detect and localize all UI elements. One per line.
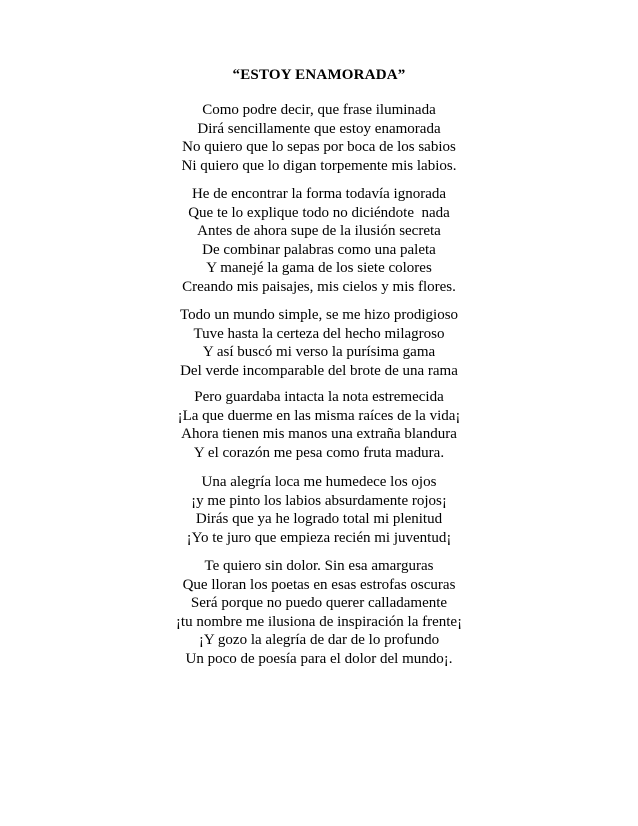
poem-line: Una alegría loca me humedece los ojos xyxy=(201,474,437,490)
poem-line: Dirá sencillamente que estoy enamorada xyxy=(197,120,441,137)
poem-line: No quiero que lo sepas por boca de los sabios xyxy=(182,139,456,156)
poem-line: Como podre decir, que frase iluminada xyxy=(202,102,436,118)
poem-line: Dirás que ya he logrado total mi plenitud xyxy=(195,511,443,528)
poem-line: Ni quiero que lo digan torpemente mis labios. xyxy=(181,157,457,174)
poem-title: “ESTOY ENAMORADA” xyxy=(232,67,406,83)
poem-line: Ahora tienen mis manos una extraña blandura xyxy=(181,426,457,443)
poem-line: Un poco de poesía para el dolor del mundo¡. xyxy=(185,650,453,667)
poem-line: Te quiero sin dolor. Sin esa amarguras xyxy=(204,558,434,574)
stanza xyxy=(0,388,638,462)
poem-line: Creando mis paisajes, mis cielos y mis flores. xyxy=(182,278,456,295)
stanza xyxy=(0,101,638,175)
poem-line: Del verde incomparable del brote de una rama xyxy=(180,362,458,379)
poem-line: ¡Yo te juro que empieza recién mi juventud¡ xyxy=(186,529,452,546)
stanza xyxy=(0,185,638,297)
poem-line: Y manejé la gama de los siete colores xyxy=(206,260,432,277)
poem-line: He de encontrar la forma todavía ignorada xyxy=(191,186,447,202)
poem-line: ¡y me pinto los labios absurdamente rojos¡ xyxy=(191,492,447,509)
poem-line: Que lloran los poetas en esas estrofas oscuras xyxy=(182,576,456,593)
poem-line: ¡La que duerme en las misma raíces de la vida¡ xyxy=(177,407,461,424)
stanza xyxy=(0,557,638,669)
poem-line: Todo un mundo simple, se me hizo prodigioso xyxy=(179,307,459,323)
poem-line: ¡Y gozo la alegría de dar de lo profundo xyxy=(198,632,440,649)
poem-line: Será porque no puedo querer calladamente xyxy=(190,595,448,612)
poem-line: Antes de ahora supe de la ilusión secreta xyxy=(197,223,441,240)
poem-line: Y el corazón me pesa como fruta madura. xyxy=(193,444,445,461)
poem-line: Tuve hasta la certeza del hecho milagroso xyxy=(193,325,445,342)
poem-line: Y así buscó mi verso la purísima gama xyxy=(202,344,436,361)
poem-line: Que te lo explique todo no diciéndote nada xyxy=(188,204,450,221)
stanza xyxy=(0,306,638,380)
stanza xyxy=(0,473,638,547)
poem-line: De combinar palabras como una paleta xyxy=(202,241,436,258)
poem-line: Pero guardaba intacta la nota estremecida xyxy=(194,389,444,405)
poem-line: ¡tu nombre me ilusiona de inspiración la frente¡ xyxy=(175,613,463,630)
